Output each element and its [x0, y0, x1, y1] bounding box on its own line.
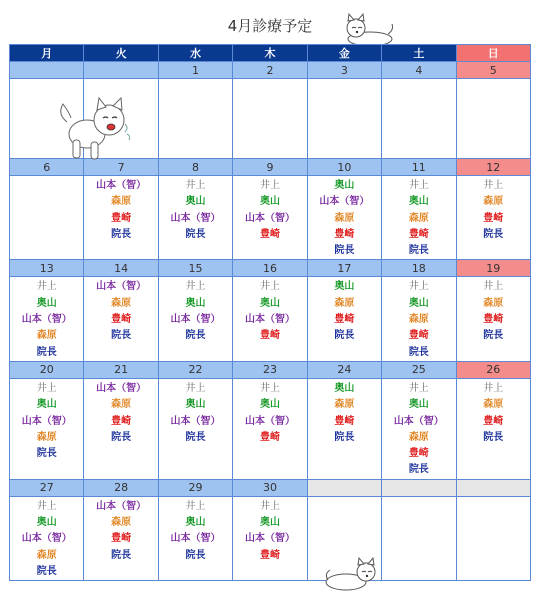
doctor-name: 井上 [483, 281, 504, 293]
day-cell [456, 496, 530, 580]
date-number [307, 479, 381, 496]
doctor-name: 院長 [408, 464, 429, 476]
weekday-header-row [10, 45, 531, 62]
doctor-name: 院長 [36, 346, 57, 358]
doctor-name: 豊崎 [334, 415, 355, 427]
doctor-name: 豊崎 [483, 415, 504, 427]
date-number: 13 [10, 260, 84, 277]
date-row [10, 361, 531, 378]
day-cell [307, 176, 381, 260]
doctor-name: 山本（智） [244, 314, 295, 326]
day-cell [233, 277, 307, 361]
sleeping-dog-illustration-bottom [324, 556, 380, 592]
doctor-name: 森原 [36, 549, 57, 561]
doctor-name: 院長 [334, 431, 355, 443]
doctor-name: 森原 [483, 196, 504, 208]
date-number: 30 [233, 479, 307, 496]
doctor-name: 奥山 [259, 517, 280, 529]
doctor-name: 山本（智） [96, 500, 147, 512]
doctor-name: 井上 [185, 281, 206, 293]
day-cell [10, 378, 84, 479]
doctor-name: 豊崎 [259, 549, 280, 561]
day-cell [10, 496, 84, 580]
doctor-name: 山本（智） [319, 196, 370, 208]
doctor-name: 豊崎 [111, 314, 132, 326]
doctor-name: 森原 [408, 212, 429, 224]
day-cell [84, 176, 158, 260]
date-row [10, 62, 531, 79]
weekday-tue: 火 [84, 45, 158, 62]
date-number: 20 [10, 361, 84, 378]
doctor-name: 奥山 [408, 196, 429, 208]
date-number: 8 [158, 159, 232, 176]
doctor-name: 豊崎 [408, 330, 429, 342]
doctor-name: 院長 [185, 330, 206, 342]
doctor-name: 山本（智） [21, 314, 72, 326]
doctor-name: 豊崎 [334, 228, 355, 240]
day-cell [307, 277, 381, 361]
date-number: 23 [233, 361, 307, 378]
doctor-name: 森原 [483, 399, 504, 411]
doctor-name: 奥山 [36, 297, 57, 309]
doctor-name: 井上 [408, 382, 429, 394]
doctor-name: 山本（智） [170, 212, 221, 224]
doctor-name: 奥山 [334, 180, 355, 191]
weekday-wed: 水 [158, 45, 232, 62]
day-cell [456, 378, 530, 479]
page-title: 4月診療予定 [227, 17, 313, 35]
date-number: 1 [158, 62, 232, 79]
doctor-name: 奥山 [259, 399, 280, 411]
date-number: 16 [233, 260, 307, 277]
doctor-name: 奥山 [408, 297, 429, 309]
doctor-name: 院長 [111, 431, 132, 443]
date-number: 7 [84, 159, 158, 176]
date-number: 25 [382, 361, 456, 378]
doctor-name: 山本（智） [96, 180, 147, 191]
doctor-name: 井上 [483, 180, 504, 191]
date-number: 24 [307, 361, 381, 378]
day-cell [158, 496, 232, 580]
doctor-name: 森原 [111, 399, 132, 411]
date-number: 4 [382, 62, 456, 79]
doctor-name: 森原 [334, 212, 355, 224]
weekday-fri: 金 [307, 45, 381, 62]
date-row [10, 479, 531, 496]
date-number: 14 [84, 260, 158, 277]
doctor-name: 奥山 [185, 196, 206, 208]
doctor-name: 山本（智） [96, 382, 147, 394]
date-number: 17 [307, 260, 381, 277]
doctor-name: 井上 [185, 382, 206, 394]
date-number: 19 [456, 260, 530, 277]
day-cell [456, 277, 530, 361]
doctor-name: 奥山 [334, 281, 355, 293]
doctor-name: 院長 [111, 330, 132, 342]
day-cell [158, 277, 232, 361]
date-number: 12 [456, 159, 530, 176]
doctor-name: 森原 [334, 297, 355, 309]
doctor-name: 豊崎 [259, 330, 280, 342]
day-cell [456, 176, 530, 260]
doctor-name: 奥山 [36, 399, 57, 411]
doctor-name: 院長 [483, 330, 504, 342]
doctor-name: 山本（智） [170, 314, 221, 326]
date-number: 27 [10, 479, 84, 496]
date-row [10, 260, 531, 277]
schedule-row [10, 378, 531, 479]
doctor-name: 院長 [111, 228, 132, 240]
date-number: 21 [84, 361, 158, 378]
doctor-name: 奥山 [259, 196, 280, 208]
doctor-name: 井上 [36, 382, 57, 394]
date-number: 9 [233, 159, 307, 176]
doctor-name: 井上 [185, 180, 206, 191]
doctor-name: 井上 [36, 281, 57, 293]
weekday-thu: 木 [233, 45, 307, 62]
day-cell [158, 378, 232, 479]
doctor-name: 院長 [185, 549, 206, 561]
doctor-name: 井上 [483, 382, 504, 394]
dog-illustration [53, 94, 133, 164]
date-number: 28 [84, 479, 158, 496]
doctor-name: 森原 [36, 330, 57, 342]
weekday-mon: 月 [10, 45, 84, 62]
doctor-name: 山本（智） [244, 533, 295, 545]
doctor-name: 井上 [185, 500, 206, 512]
schedule-row [10, 176, 531, 260]
day-cell [84, 496, 158, 580]
day-cell [382, 378, 456, 479]
doctor-name: 院長 [111, 549, 132, 561]
doctor-name: 奥山 [334, 382, 355, 394]
date-number: 6 [10, 159, 84, 176]
doctor-name: 森原 [111, 196, 132, 208]
weekday-sun: 日 [456, 45, 530, 62]
doctor-name: 奥山 [408, 399, 429, 411]
schedule-row [10, 277, 531, 361]
day-cell [307, 79, 381, 159]
doctor-name: 院長 [408, 245, 429, 257]
doctor-name: 院長 [483, 431, 504, 443]
doctor-name: 院長 [185, 228, 206, 240]
day-cell [84, 378, 158, 479]
doctor-name: 井上 [259, 382, 280, 394]
doctor-name: 井上 [259, 500, 280, 512]
date-number: 18 [382, 260, 456, 277]
doctor-name: 豊崎 [259, 431, 280, 443]
doctor-name: 院長 [408, 346, 429, 358]
doctor-name: 豊崎 [408, 228, 429, 240]
day-cell [233, 378, 307, 479]
doctor-name: 井上 [408, 281, 429, 293]
day-cell [10, 176, 84, 260]
date-number [10, 62, 84, 79]
date-number [84, 62, 158, 79]
doctor-name: 奥山 [259, 297, 280, 309]
day-cell [84, 277, 158, 361]
doctor-name: 院長 [36, 448, 57, 460]
doctor-name: 森原 [408, 314, 429, 326]
schedule-row [10, 496, 531, 580]
day-cell [382, 496, 456, 580]
doctor-name: 院長 [334, 330, 355, 342]
day-cell [382, 79, 456, 159]
doctor-name: 井上 [259, 281, 280, 293]
date-number: 2 [233, 62, 307, 79]
doctor-name: 森原 [408, 431, 429, 443]
sleeping-dog-illustration [340, 12, 396, 48]
doctor-name: 山本（智） [244, 212, 295, 224]
date-number: 3 [307, 62, 381, 79]
date-number: 29 [158, 479, 232, 496]
doctor-name: 奥山 [185, 399, 206, 411]
day-cell [158, 176, 232, 260]
date-number: 15 [158, 260, 232, 277]
day-cell [456, 79, 530, 159]
doctor-name: 院長 [483, 228, 504, 240]
doctor-name: 森原 [483, 297, 504, 309]
day-cell [382, 277, 456, 361]
doctor-name: 森原 [111, 297, 132, 309]
date-number [456, 479, 530, 496]
date-number: 10 [307, 159, 381, 176]
doctor-name: 奥山 [185, 297, 206, 309]
doctor-name: 井上 [259, 180, 280, 191]
day-cell [233, 176, 307, 260]
day-cell [158, 79, 232, 159]
date-number: 5 [456, 62, 530, 79]
doctor-name: 山本（智） [21, 533, 72, 545]
doctor-name: 豊崎 [483, 314, 504, 326]
doctor-name: 豊崎 [111, 212, 132, 224]
doctor-name: 豊崎 [483, 212, 504, 224]
doctor-name: 豊崎 [111, 415, 132, 427]
doctor-name: 院長 [185, 431, 206, 443]
doctor-name: 豊崎 [259, 228, 280, 240]
doctor-name: 山本（智） [170, 415, 221, 427]
date-number: 11 [382, 159, 456, 176]
doctor-name: 奥山 [36, 517, 57, 529]
doctor-name: 院長 [36, 565, 57, 577]
doctor-name: 井上 [408, 180, 429, 191]
doctor-name: 奥山 [185, 517, 206, 529]
doctor-name: 井上 [36, 500, 57, 512]
day-cell [382, 176, 456, 260]
doctor-name: 豊崎 [334, 314, 355, 326]
doctor-name: 山本（智） [393, 415, 444, 427]
doctor-name: 森原 [334, 399, 355, 411]
weekday-sat: 土 [382, 45, 456, 62]
day-cell [307, 378, 381, 479]
date-number: 26 [456, 361, 530, 378]
day-cell [233, 496, 307, 580]
day-cell [233, 79, 307, 159]
date-number: 22 [158, 361, 232, 378]
doctor-name: 森原 [36, 431, 57, 443]
doctor-name: 山本（智） [96, 281, 147, 293]
date-number [382, 479, 456, 496]
doctor-name: 院長 [334, 245, 355, 257]
doctor-name: 豊崎 [111, 533, 132, 545]
day-cell [10, 277, 84, 361]
doctor-name: 山本（智） [170, 533, 221, 545]
doctor-name: 山本（智） [244, 415, 295, 427]
doctor-name: 山本（智） [21, 415, 72, 427]
doctor-name: 豊崎 [408, 448, 429, 460]
doctor-name: 森原 [111, 517, 132, 529]
